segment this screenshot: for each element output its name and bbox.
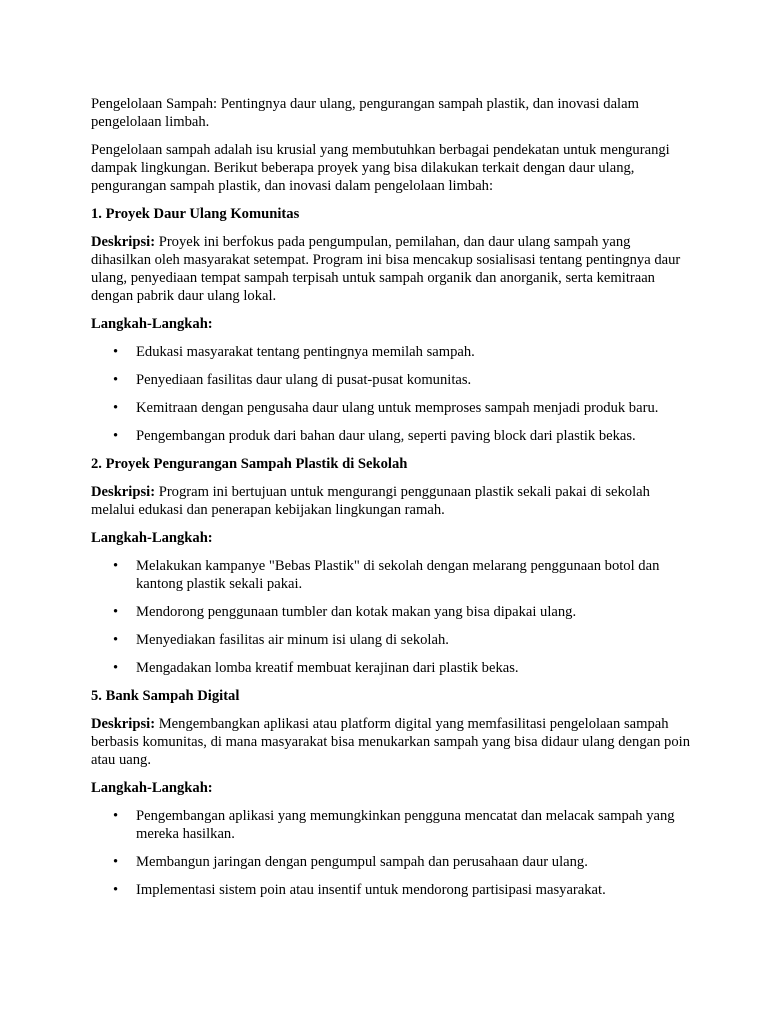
bullet-icon: • xyxy=(113,854,119,870)
description-label: Deskripsi: xyxy=(91,484,156,500)
bullet-icon: • xyxy=(113,808,119,824)
section-description xyxy=(91,483,691,519)
list-item-text: Implementasi sistem poin atau insentif untuk mendorong partisipasi masyarakat. xyxy=(136,882,606,898)
section-description xyxy=(91,233,691,305)
steps-list xyxy=(91,343,691,445)
description-text: Mengembangkan aplikasi atau platform digital yang memfasilitasi pengelolaan sampah berbasis komunitas, di mana masyarakat bisa menukarkan sampah yang bisa didaur ulang dengan poin atau uang. xyxy=(91,716,690,768)
bullet-icon: • xyxy=(113,660,119,676)
list-item-text: Kemitraan dengan pengusaha daur ulang untuk memproses sampah menjadi produk baru. xyxy=(136,400,659,416)
list-item-text: Menyediakan fasilitas air minum isi ulang di sekolah. xyxy=(136,632,449,648)
section-heading: 2. Proyek Pengurangan Sampah Plastik di Sekolah xyxy=(91,456,408,472)
bullet-icon: • xyxy=(113,400,119,416)
description-label: Deskripsi: xyxy=(91,716,156,732)
list-item-text: Penyediaan fasilitas daur ulang di pusat-pusat komunitas. xyxy=(136,372,472,388)
section-description xyxy=(91,715,691,769)
list-item-text: Pengembangan produk dari bahan daur ulang, seperti paving block dari plastik bekas. xyxy=(136,428,636,444)
steps-list xyxy=(91,557,691,677)
document-page xyxy=(91,95,691,909)
section-bank-sampah-digital xyxy=(91,687,691,899)
section-heading: 5. Bank Sampah Digital xyxy=(91,688,240,704)
list-item xyxy=(91,807,691,843)
section-proyek-daur-ulang xyxy=(91,205,691,445)
list-item xyxy=(91,853,691,871)
steps-label: Langkah-Langkah: xyxy=(91,780,213,796)
list-item-text: Melakukan kampanye "Bebas Plastik" di sekolah dengan melarang penggunaan botol dan kantong plastik sekali pakai. xyxy=(136,558,660,592)
steps-list xyxy=(91,807,691,899)
bullet-icon: • xyxy=(113,558,119,574)
bullet-icon: • xyxy=(113,632,119,648)
description-label: Deskripsi: xyxy=(91,234,156,250)
list-item xyxy=(91,881,691,899)
list-item xyxy=(91,603,691,621)
list-item xyxy=(91,399,691,417)
bullet-icon: • xyxy=(113,372,119,388)
bullet-icon: • xyxy=(113,604,119,620)
list-item-text: Membangun jaringan dengan pengumpul sampah dan perusahaan daur ulang. xyxy=(136,854,588,870)
list-item-text: Mendorong penggunaan tumbler dan kotak makan yang bisa dipakai ulang. xyxy=(136,604,577,620)
bullet-icon: • xyxy=(113,882,119,898)
list-item xyxy=(91,343,691,361)
list-item-text: Mengadakan lomba kreatif membuat kerajinan dari plastik bekas. xyxy=(136,660,519,676)
steps-label: Langkah-Langkah: xyxy=(91,316,213,332)
description-text: Proyek ini berfokus pada pengumpulan, pemilahan, dan daur ulang sampah yang dihasilkan oleh masyarakat setempat. Program ini bisa mencakup sosialisasi tentang pentingnya daur ulang, penyediaan tempat sampah terpisah untuk sampah organik dan anorganik, serta kemitraan dengan pabrik daur ulang lokal. xyxy=(91,234,681,304)
list-item-text: Pengembangan aplikasi yang memungkinkan pengguna mencatat dan melacak sampah yang mereka hasilkan. xyxy=(136,808,675,842)
list-item xyxy=(91,659,691,677)
document-title-line: Pengelolaan Sampah: Pentingnya daur ulang, pengurangan sampah plastik, dan inovasi dalam pengelolaan limbah. xyxy=(91,96,639,130)
section-pengurangan-plastik-sekolah xyxy=(91,455,691,677)
description-text: Program ini bertujuan untuk mengurangi penggunaan plastik sekali pakai di sekolah melalui edukasi dan penerapan kebijakan lingkungan ramah. xyxy=(91,484,650,518)
list-item xyxy=(91,631,691,649)
list-item xyxy=(91,427,691,445)
bullet-icon: • xyxy=(113,428,119,444)
list-item xyxy=(91,557,691,593)
intro-paragraph: Pengelolaan sampah adalah isu krusial yang membutuhkan berbagai pendekatan untuk mengurangi dampak lingkungan. Berikut beberapa proyek yang bisa dilakukan terkait dengan daur ulang, pengurangan sampah plastik, dan inovasi dalam pengelolaan limbah: xyxy=(91,142,670,194)
section-heading: 1. Proyek Daur Ulang Komunitas xyxy=(91,206,300,222)
steps-label: Langkah-Langkah: xyxy=(91,530,213,546)
list-item-text: Edukasi masyarakat tentang pentingnya memilah sampah. xyxy=(136,344,475,360)
list-item xyxy=(91,371,691,389)
bullet-icon: • xyxy=(113,344,119,360)
